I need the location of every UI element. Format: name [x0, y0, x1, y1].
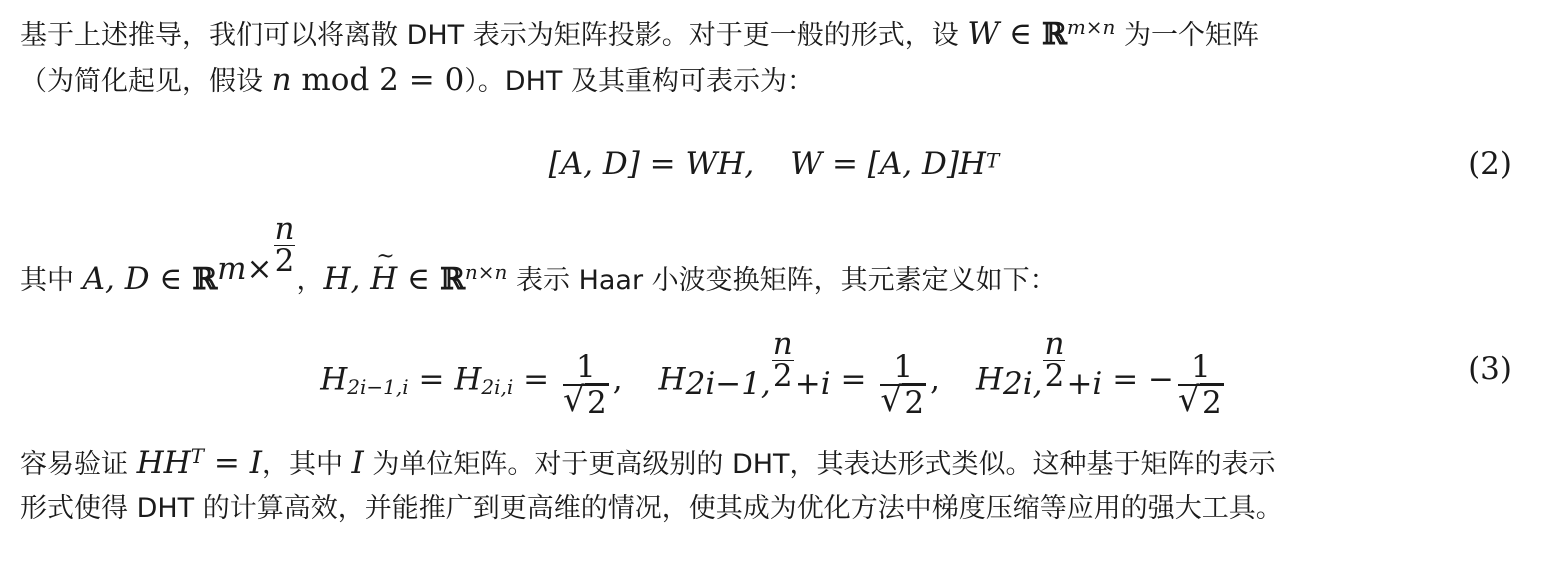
math-reals-1: ℝ: [192, 261, 218, 297]
math-I: I: [351, 444, 364, 481]
intro-line2-close: ）。DHT 及其重构可表示为：: [464, 66, 814, 97]
eq3-term2-sub: 2i,i: [481, 374, 514, 399]
math-eq-I: = I: [204, 444, 262, 481]
math-H: H,: [323, 260, 371, 297]
math-W: W: [967, 16, 1000, 52]
eq2-rhs: W = [A, D]H: [790, 146, 986, 182]
eq2-rhs-sup: T: [985, 148, 1000, 173]
math-reals-1-sup: m×: [217, 250, 273, 287]
eq3-term2-H: H: [454, 361, 482, 398]
document: [20, 0, 1528, 531]
paragraph-intro: [20, 0, 1528, 104]
eq3-equals-2: =: [513, 361, 559, 398]
eq3-term3-sub-b: +i: [794, 365, 831, 402]
eq3-frac-1: 1 √ 2: [562, 348, 607, 421]
eq3-term1-sub: 2i−1,i: [347, 374, 409, 399]
eq3-term4-sub-a: 2i,: [1002, 365, 1043, 402]
eq3-equals-neg: = −: [1102, 361, 1175, 398]
conclusion-text-b: ，其中: [261, 448, 352, 480]
intro-line2-open: （为简化起见，假设: [20, 66, 272, 97]
math-frac-n-2: $\frac{n}{2}$: [274, 211, 295, 279]
math-in: ∈: [999, 16, 1042, 52]
math-in-1: ∈: [149, 260, 193, 297]
where-text-a: 其中: [20, 264, 83, 296]
math-H-tilde: ~ H: [370, 257, 397, 301]
equation-number-2: (2): [1468, 146, 1512, 182]
intro-text-b: 为一个矩阵: [1115, 20, 1260, 51]
math-reals-2-sup: n×n: [464, 259, 508, 284]
where-text-b: 表示 Haar 小波变换矩阵，其元素定义如下：: [507, 264, 1057, 296]
eq3-equals-1: =: [408, 361, 455, 398]
eq3-term4-frac: $\frac{n}{2}$: [1044, 325, 1065, 394]
eq3-term3-frac: $\frac{n}{2}$: [772, 325, 793, 394]
math-HH-sup: T: [190, 443, 205, 468]
where-sep: ，: [296, 264, 324, 296]
eq3-comma-2: ,: [930, 361, 940, 398]
intro-text-a: 基于上述推导，我们可以将离散 DHT 表示为矩阵投影。对于更一般的形式，设: [20, 20, 968, 51]
math-HH: HH: [136, 444, 191, 481]
eq3-term4-H: H: [975, 361, 1003, 398]
eq3-term4-sub-b: +i: [1066, 365, 1103, 402]
eq3-term1-H: H: [320, 361, 348, 398]
math-reals-2: ℝ: [439, 261, 465, 297]
eq2-lhs: [A, D] = WH,: [548, 146, 755, 182]
math-AD: A, D: [82, 260, 150, 297]
equation-number-3: (3): [1468, 350, 1512, 387]
eq3-term3-sub-a: 2i−1,: [685, 365, 771, 402]
eq3-frac-3: 1 √ 2: [1178, 348, 1222, 421]
equation-3: [20, 311, 1528, 441]
math-reals-sup: m×n: [1066, 15, 1116, 39]
conclusion-text-a: 容易验证: [20, 448, 137, 480]
paragraph-where: [20, 211, 1528, 303]
conclusion-text-c: 为单位矩阵。对于更高级别的 DHT，其表达形式类似。这种基于矩阵的表示: [363, 448, 1276, 480]
conclusion-line2: 形式使得 DHT 的计算高效，并能推广到更高维的情况，使其成为优化方法中梯度压缩等应用的强大工具。: [20, 492, 1283, 524]
eq3-comma-1: ,: [612, 361, 623, 398]
math-n: n: [271, 62, 292, 98]
math-in-2: ∈: [397, 260, 440, 297]
paragraph-conclusion: [20, 441, 1528, 531]
math-mod: mod 2 = 0: [291, 62, 465, 98]
eq3-term3-H: H: [658, 361, 686, 398]
equation-2: [20, 114, 1528, 214]
math-reals: ℝ: [1041, 17, 1067, 52]
eq3-frac-2: 1 √ 2: [880, 348, 925, 421]
eq3-equals-3: =: [830, 361, 877, 398]
